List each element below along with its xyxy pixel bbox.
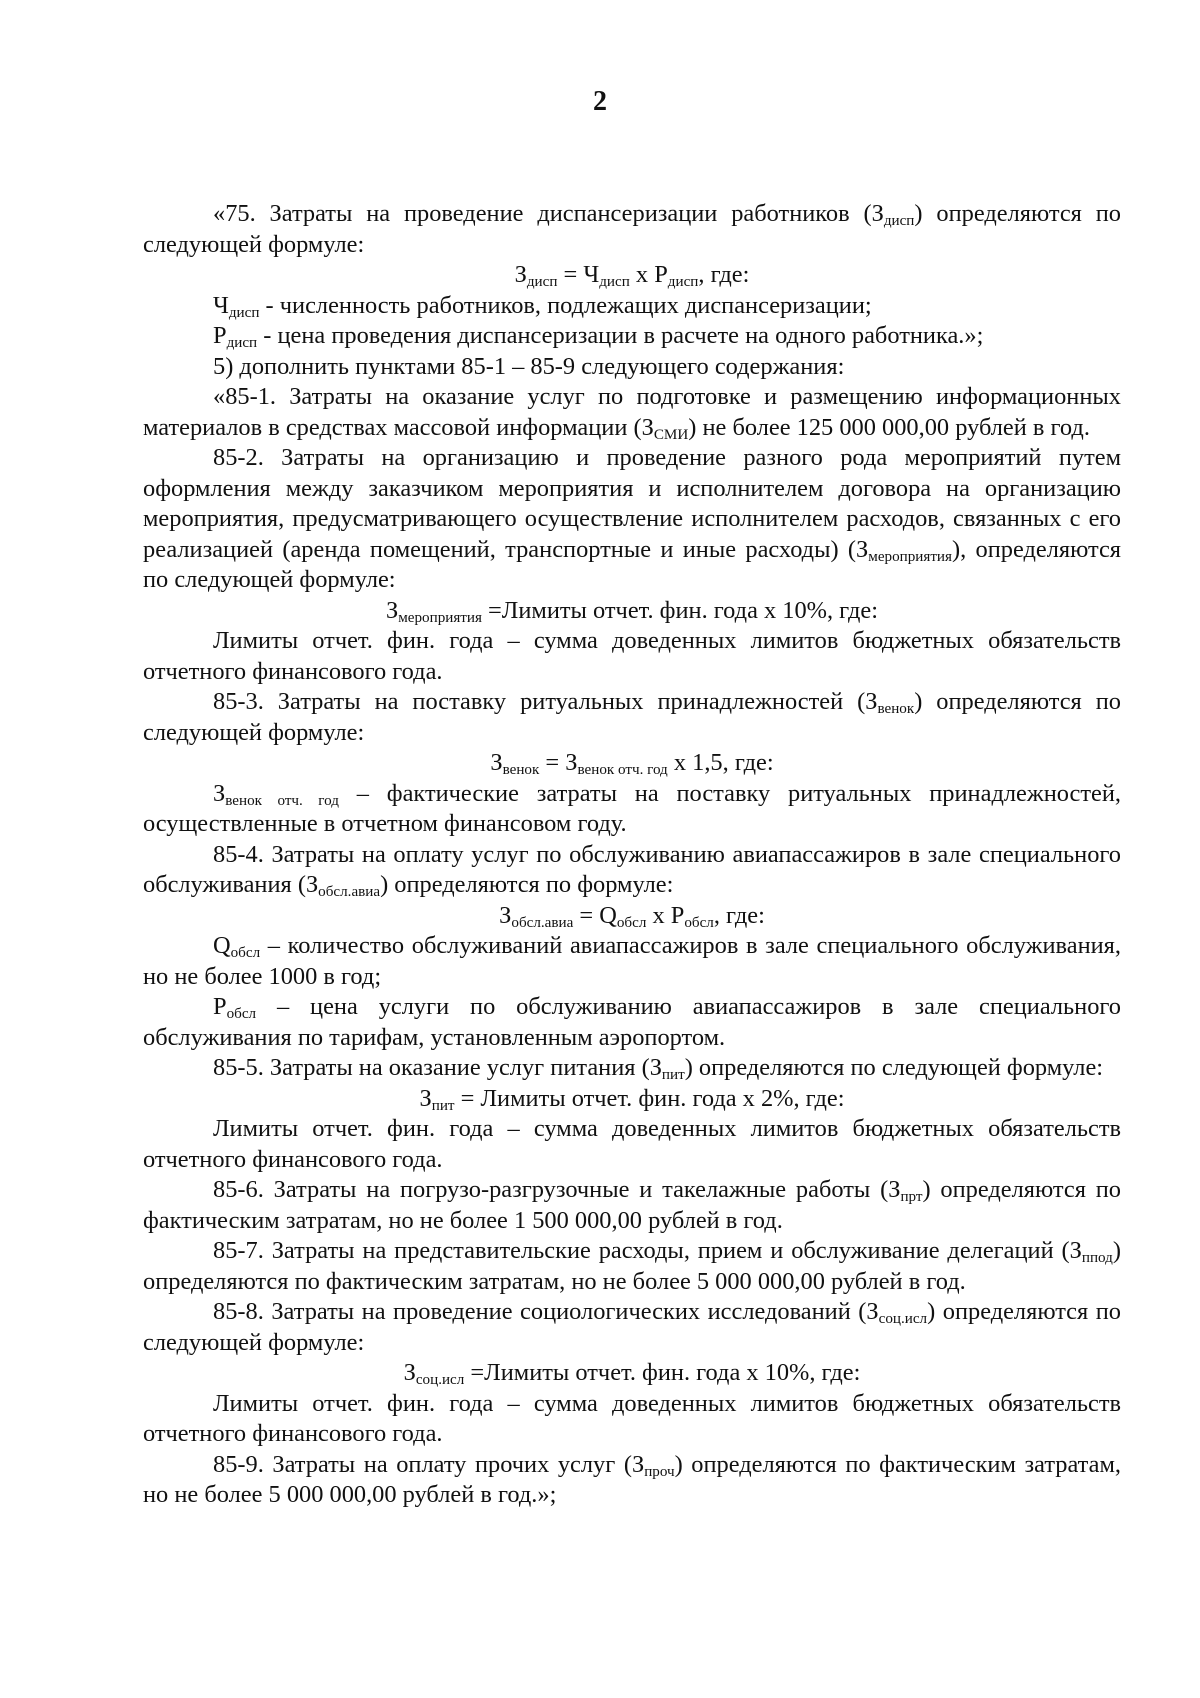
definition-85-5: Лимиты отчет. фин. года – сумма доведенных лимитов бюджетных обязательств отчетного финансового года.	[143, 1115, 1121, 1173]
definition-85-8: Лимиты отчет. фин. года – сумма доведенных лимитов бюджетных обязательств отчетного финансового года.	[143, 1389, 1121, 1447]
formula-85-5: $З_{пит}$ = Лимиты отчет. фин. года x 2%, где:	[419, 1084, 845, 1114]
paragraph-85-5: 85-5. Затраты на оказание услуг питания $(З_{пит})$ определяются по следующей формуле:	[213, 1054, 1104, 1083]
formula-85-3: $З_{венок} = З_{венок отч. год}$ x 1,5, где:	[490, 749, 774, 778]
paragraph-85-7: 85-7. Затраты на представительские расходы, прием и обслуживание делегаций $(З_{ппод})$ определяются по фактическим затратам, но не более 5 000 000,00 рублей в год.	[143, 1237, 1121, 1295]
formula-85-2: $З_{мероприятия}$ =Лимиты отчет. фин. года x 10%, где:	[386, 596, 878, 626]
paragraph-85-2: 85-2. Затраты на организацию и проведение разного рода мероприятий путем оформления между заказчиком мероприятия и исполнителем договора на организацию мероприятия, предусматривающего осуществление исполнителем расходов, связанных с его реализацией (аренда помещений, транспортные и иные расходы) $(З_{мероприятия})$, определяются по следующей формуле:	[143, 444, 1122, 593]
definition-85-3: $З_{венок отч. год}$ – фактические затраты на поставку ритуальных принадлежностей, осуществленные в отчетном финансовом году.	[143, 779, 1122, 837]
definition-85-4-quantity: $Q_{обсл}$ – количество обслуживаний авиапассажиров в зале специального обслуживания, но не более 1000 в год;	[143, 932, 1121, 990]
paragraph-75: «75. Затраты на проведение диспансеризации работников $(З_{дисп})$ определяются по следующей формуле:	[143, 200, 1121, 258]
definition-85-4-price: $Р_{обсл}$ – цена услуги по обслуживанию авиапассажиров в зале специального обслуживания по тарифам, установленным аэропортом.	[143, 993, 1121, 1051]
page-number: 2	[593, 86, 607, 117]
paragraph-85-9: 85-9. Затраты на оплату прочих услуг $(З_{проч})$ определяются по фактическим затратам, но не более 5 000 000,00 рублей в год.»;	[143, 1450, 1121, 1508]
formula-85-4: $З_{обсл.авиа} = Q_{обсл}$ x $Р_{обсл}$, где:	[499, 901, 765, 931]
definition-75-price: $Р_{дисп}$ - цена проведения диспансеризации в расчете на одного работника.»;	[213, 322, 984, 351]
paragraph-85-4: 85-4. Затраты на оплату услуг по обслуживанию авиапассажиров в зале специального обслуживания $(З_{обсл.авиа})$ определяются по формуле:	[143, 840, 1121, 900]
paragraph-85-1: «85-1. Затраты на оказание услуг по подготовке и размещению информационных материалов в средствах массовой информации $(З_{СМИ})$ не более 125 000 000,00 рублей в год.	[143, 383, 1121, 443]
item-5: 5) дополнить пунктами 85-1 – 85-9 следующего содержания:	[213, 352, 845, 380]
formula-85-8: $З_{соц.исл}$ =Лимиты отчет. фин. года x 10%, где:	[403, 1359, 861, 1388]
paragraph-85-6: 85-6. Затраты на погрузо-разгрузочные и такелажные работы $(З_{прт})$ определяются по фактическим затратам, но не более 1 500 000,00 рублей в год.	[143, 1176, 1121, 1234]
definition-75-count: $Ч_{дисп}$ - численность работников, подлежащих диспансеризации;	[213, 291, 872, 321]
paragraph-85-3: 85-3. Затраты на поставку ритуальных принадлежностей $(З_{венок})$ определяются по следующей формуле:	[143, 688, 1122, 746]
definition-85-2: Лимиты отчет. фин. года – сумма доведенных лимитов бюджетных обязательств отчетного финансового года.	[143, 627, 1121, 685]
paragraph-85-8: 85-8. Затраты на проведение социологических исследований $(З_{соц.исл})$ определяются по следующей формуле:	[143, 1298, 1121, 1356]
document-body	[143, 199, 1121, 1511]
formula-75: $З_{дисп} = Ч_{дисп}$ x $Р_{дисп}$, где:	[514, 261, 750, 290]
